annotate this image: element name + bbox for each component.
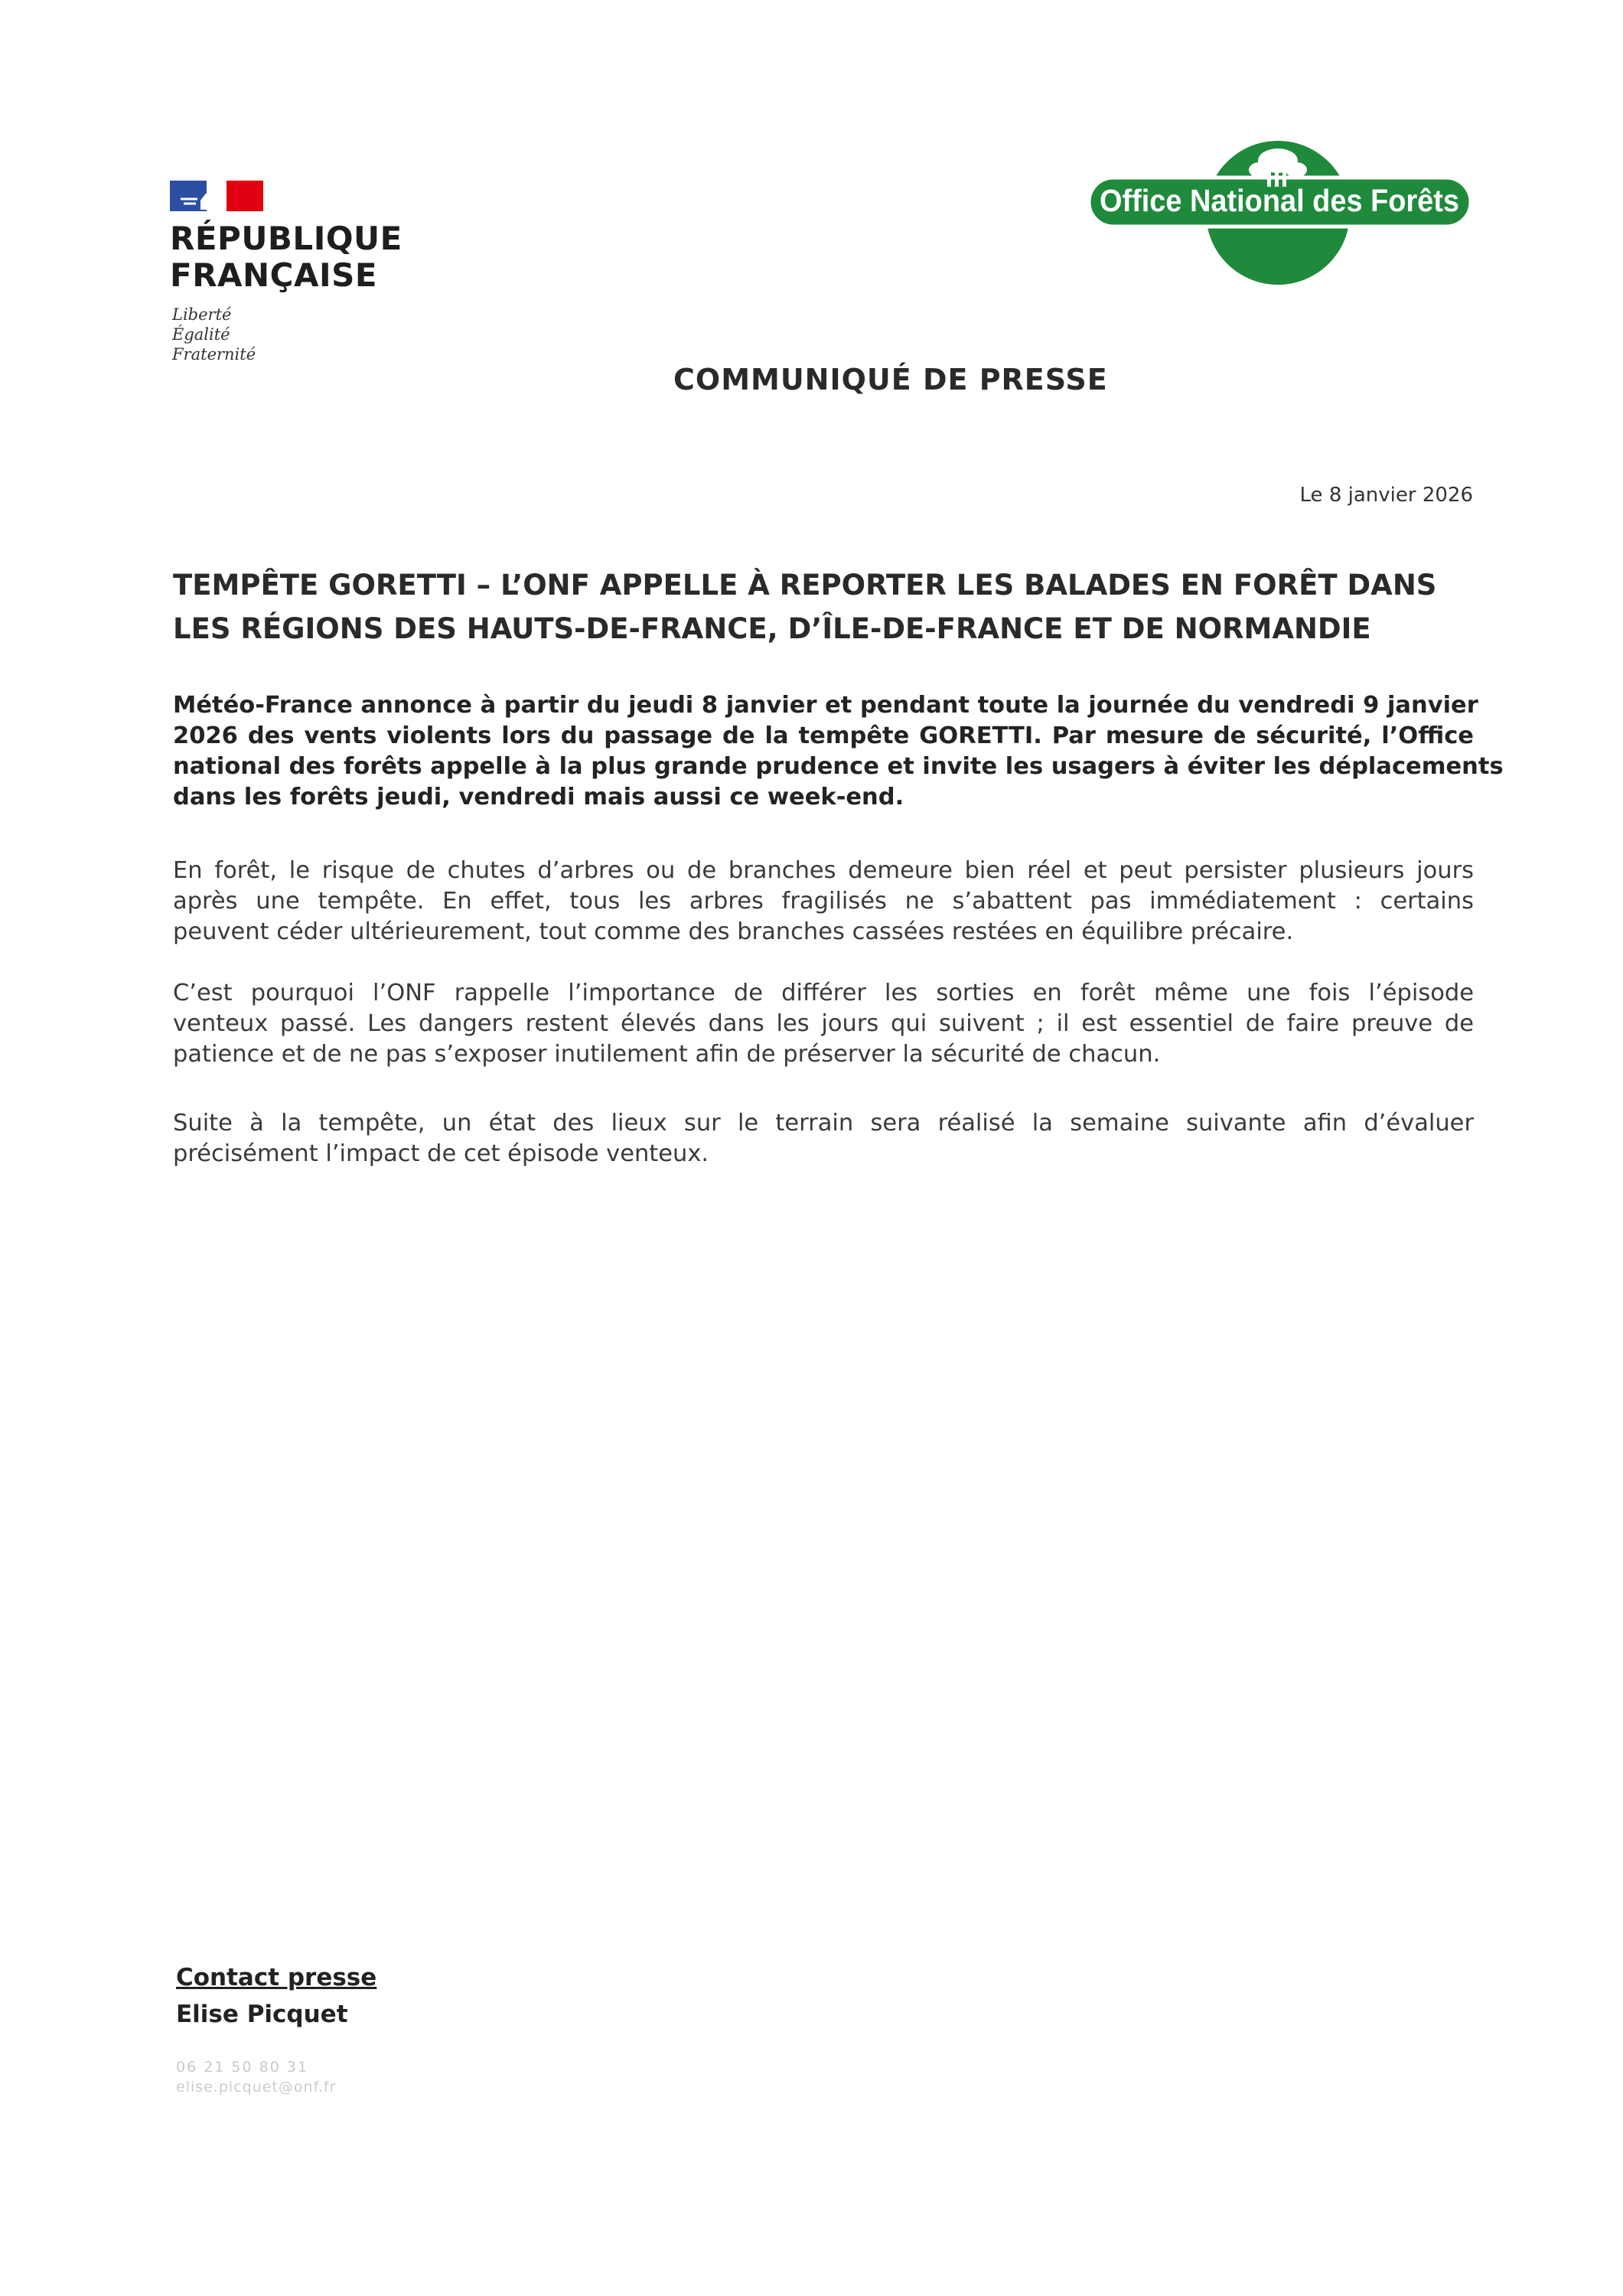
p3-line-2: précisément l’impact de cet épisode venteux. bbox=[173, 1140, 709, 1167]
p1-line-1: En forêt, le risque de chutes d’arbres ou de branches demeure bien réel et peut persister plusieurs jours bbox=[173, 857, 1474, 884]
rf-name-line-2: FRANÇAISE bbox=[170, 256, 378, 294]
contact-name: Elise Picquet bbox=[176, 2001, 348, 2028]
publication-date: Le 8 janvier 2026 bbox=[1299, 484, 1473, 507]
paragraph-risk bbox=[173, 856, 1474, 947]
p3-line-1: Suite à la tempête, un état des lieux sur le terrain sera réalisé la semaine suivante afin d’évaluer bbox=[173, 1110, 1474, 1137]
intro-paragraph bbox=[173, 690, 1504, 813]
p1-line-2: après une tempête. En effet, tous les arbres fragilisés ne s’abattent pas immédiatement : certains bbox=[173, 888, 1474, 915]
contact-heading: Contact presse bbox=[176, 1964, 377, 1991]
p2-line-1: C’est pourquoi l’ONF rappelle l’importance de différer les sorties en forêt même une fois l’épisode bbox=[173, 980, 1474, 1006]
headline-line-2: LES RÉGIONS DES HAUTS-DE-FRANCE, D’ÎLE-DE-FRANCE ET DE NORMANDIE bbox=[173, 612, 1371, 645]
contact-email-link[interactable]: elise.picquet@onf.fr bbox=[176, 2079, 337, 2095]
p2-line-2: venteux passé. Les dangers restent élevés dans les jours qui suivent ; il est essentiel de faire preuve de bbox=[173, 1010, 1474, 1037]
motto-egalite: Égalité bbox=[172, 325, 230, 344]
document-type-title: COMMUNIQUÉ DE PRESSE bbox=[673, 363, 1108, 396]
p2-line-3: patience et de ne pas s’exposer inutilement afin de préserver la sécurité de chacun. bbox=[173, 1041, 1161, 1068]
p1-line-3: peuvent céder ultérieurement, tout comme des branches cassées restées en équilibre précaire. bbox=[173, 918, 1294, 945]
paragraph-followup bbox=[173, 1108, 1474, 1169]
onf-logo-text: Office National des Forêts bbox=[1100, 183, 1459, 218]
intro-line-2: 2026 des vents violents lors du passage de la tempête GORETTI. Par mesure de sécurité, l’Office bbox=[173, 722, 1474, 749]
marianne-flag-logo bbox=[170, 181, 263, 211]
intro-line-3: national des forêts appelle à la plus grande prudence et invite les usagers à éviter les déplacements bbox=[173, 753, 1504, 780]
motto-fraternite: Fraternité bbox=[172, 345, 256, 364]
headline-line-1: TEMPÊTE GORETTI – L’ONF APPELLE À REPORTER LES BALADES EN FORÊT DANS bbox=[173, 569, 1437, 602]
republique-francaise-name bbox=[170, 220, 402, 294]
onf-logo bbox=[1087, 139, 1473, 286]
headline bbox=[173, 563, 1474, 651]
intro-line-1: Météo-France annonce à partir du jeudi 8 janvier et pendant toute la journée du vendredi 9 janvier bbox=[173, 692, 1478, 719]
rf-name-line-1: RÉPUBLIQUE bbox=[170, 220, 402, 257]
intro-line-4: dans les forêts jeudi, vendredi mais aussi ce week-end. bbox=[173, 784, 904, 810]
flag-red-band bbox=[227, 181, 263, 211]
motto-liberte: Liberté bbox=[172, 305, 232, 324]
paragraph-advice bbox=[173, 978, 1474, 1070]
rf-motto bbox=[172, 305, 256, 364]
contact-phone[interactable]: 06 21 50 80 31 bbox=[176, 2059, 309, 2076]
